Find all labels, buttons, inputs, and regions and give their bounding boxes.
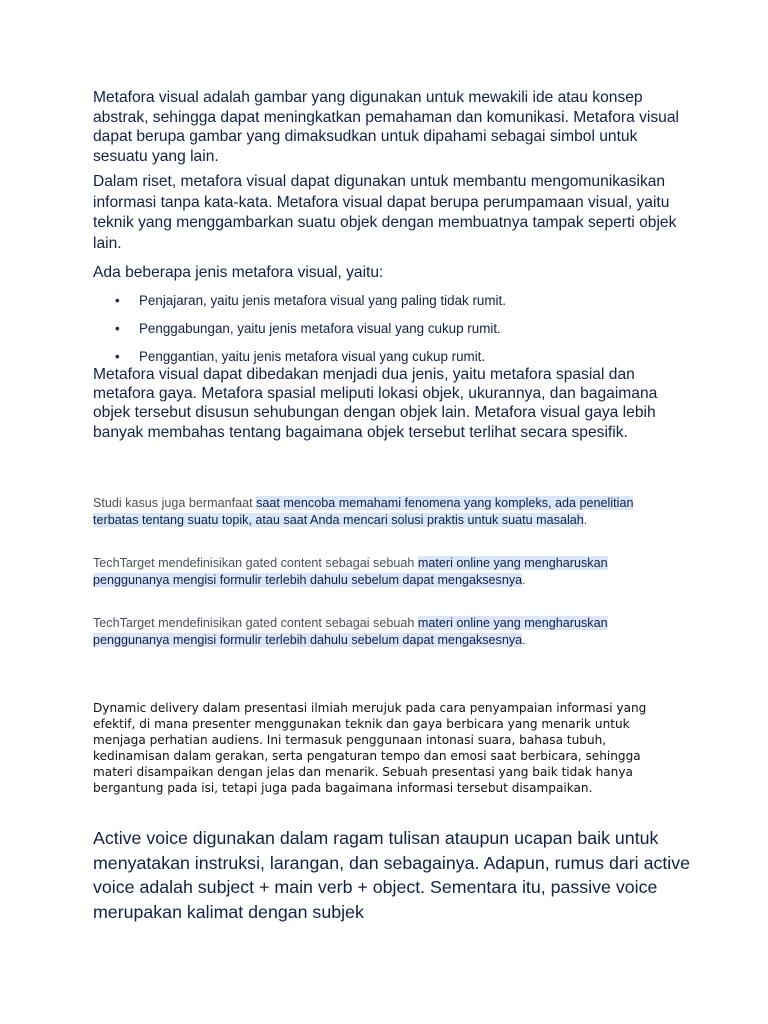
highlighted-paragraph-gated-content-repeat <box>93 615 673 649</box>
paragraph-dua-jenis: Metafora visual dapat dibedakan menjadi dua jenis, yaitu metafora spasial dan metafora gaya. Metafora spasial meliputi lokasi objek, ukurannya, dan bagaimana objek tersebut disusun sehubungan dengan objek lain. Metafora visual gaya lebih banyak membahas tentang bagaimana objek tersebut terlihat secara spesifik. <box>93 366 658 441</box>
plain-text: . <box>583 513 588 527</box>
bullet-icon: • <box>115 293 120 308</box>
highlighted-text: saat mencoba memahami fenomena yang kompleks, ada penelitian terbatas tentang suatu topik, atau saat Anda mencari solusi praktis untuk suatu masalah <box>93 496 634 527</box>
list-item-text: Penggabungan, yaitu jenis metafora visual yang cukup rumit. <box>139 321 501 336</box>
list-item-text: Penggantian, yaitu jenis metafora visual yang cukup rumit. <box>139 349 486 364</box>
plain-text: TechTarget mendefinisikan gated content sebagai sebuah <box>93 616 418 630</box>
paragraph-jenis-intro: Ada beberapa jenis metafora visual, yaitu: <box>93 264 384 281</box>
list-item <box>93 320 501 338</box>
highlighted-text: materi online yang mengharuskan penggunanya mengisi formulir terlebih dahulu sebelum dapat mengaksesnya <box>93 556 608 587</box>
plain-text: TechTarget mendefinisikan gated content sebagai sebuah <box>93 556 418 570</box>
plain-text: . <box>522 633 526 647</box>
highlighted-paragraph-gated-content <box>93 555 673 589</box>
paragraph-active-voice: Active voice digunakan dalam ragam tulisan ataupun ucapan baik untuk menyatakan instruksi, larangan, dan sebagainya. Adapun, rumus dari active voice adalah subject + main verb + object. Sementara itu, passive voice merupakan kalimat dengan subjek <box>93 828 691 922</box>
list-item-text: Penjajaran, yaitu jenis metafora visual yang paling tidak rumit. <box>139 293 506 308</box>
bullet-icon: • <box>115 321 120 336</box>
bullet-icon: • <box>115 349 120 364</box>
paragraph-intro: Metafora visual adalah gambar yang digunakan untuk mewakili ide atau konsep abstrak, sehingga dapat meningkatkan pemahaman dan komunikasi. Metafora visual dapat berupa gambar yang dimaksudkan untuk dipahami sebagai simbol untuk sesuatu yang lain. <box>93 89 679 165</box>
paragraph-riset: Dalam riset, metafora visual dapat digunakan untuk membantu mengomunikasikan informasi tanpa kata-kata. Metafora visual dapat berupa perumpamaan visual, yaitu teknik yang menggambarkan suatu objek dengan membuatnya tampak seperti objek lain. <box>93 173 677 252</box>
highlighted-text: materi online yang mengharuskan penggunanya mengisi formulir terlebih dahulu sebelum dapat mengaksesnya <box>93 616 608 647</box>
list-item <box>93 292 506 310</box>
plain-text: Studi kasus juga bermanfaat <box>93 496 257 510</box>
paragraph-dynamic-delivery: Dynamic delivery dalam presentasi ilmiah merujuk pada cara penyampaian informasi yang efektif, di mana presenter menggunakan teknik dan gaya berbicara yang menarik untuk menjaga perhatian audiens. Ini termasuk penggunaan intonasi suara, bahasa tubuh, kedinamisan dalam gerakan, serta pengaturan tempo dan emosi saat berbicara, sehingga materi disampaikan dengan jelas dan menarik. Sebuah presentasi yang baik tidak hanya bergantung pada isi, tetapi juga pada bagaimana informasi tersebut disampaikan. <box>93 701 647 795</box>
list-item <box>93 348 485 366</box>
highlighted-paragraph-studi-kasus <box>93 495 673 529</box>
plain-text: . <box>522 573 526 587</box>
